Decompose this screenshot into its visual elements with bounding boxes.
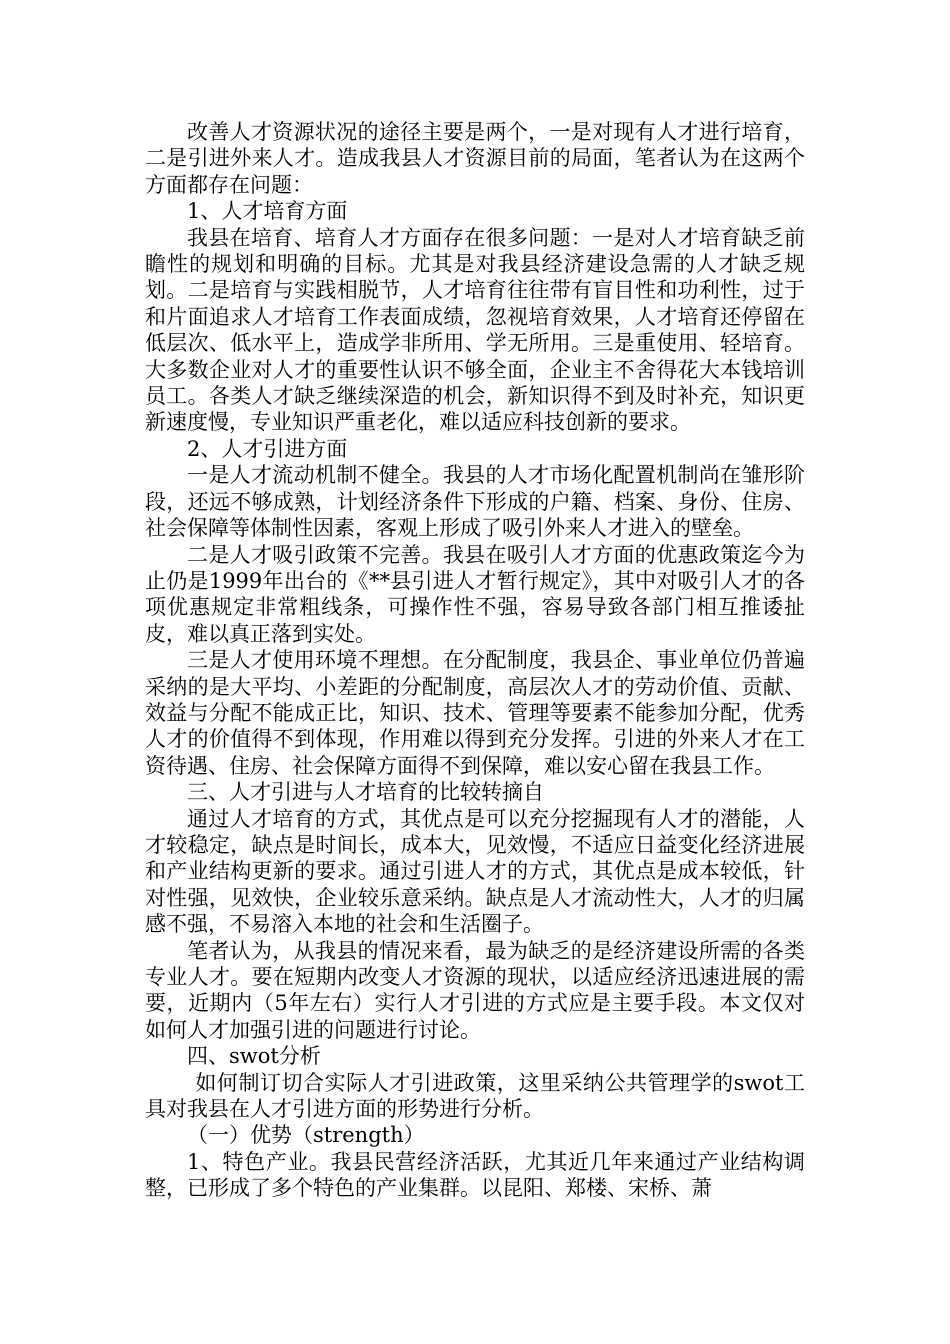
document-body xyxy=(145,119,805,1202)
heading-comparison: 三、人才引进与人才培育的比较转摘自 xyxy=(187,780,544,805)
paragraph-comparison: 通过人才培育的方式，其优点是可以充分挖掘现有人才的潜能，人才较稳定，缺点是时间长，成本大，见效慢，不适应日益变化经济进展和产业结构更新的要求。通过引进人才的方式，其优点是成本较低，针对性强，见效快，企业较乐意采纳。缺点是人才流动性大，人才的归属感不强，不易溶入本地的社会和生活圈子。 xyxy=(145,806,805,937)
paragraph-author-view: 笔者认为，从我县的情况来看，最为缺乏的是经济建设所需的各类专业人才。要在短期内改变人才资源的现状，以适应经济迅速进展的需要，近期内（5年左右）实行人才引进的方式应是主要手段。本文仅对如何人才加强引进的问题进行讨论。 xyxy=(145,938,805,1042)
paragraph-attraction-policy: 二是人才吸引政策不完善。我县在吸引人才方面的优惠政策迄今为止仍是1999年出台的《**县引进人才暂行规定》，其中对吸引人才的各项优惠规定非常粗线条，可操作性不强，容易导致各部门相互推诿扯皮，难以真正落到实处。 xyxy=(145,542,805,646)
paragraph-intro: 改善人才资源状况的途径主要是两个，一是对现有人才进行培育，二是引进外来人才。造成我县人才资源目前的局面，笔者认为在这两个方面都存在问题： xyxy=(145,120,805,197)
paragraph-mobility-mechanism: 一是人才流动机制不健全。我县的人才市场化配置机制尚在雏形阶段，还远不够成熟，计划经济条件下形成的户籍、档案、身份、住房、社会保障等体制性因素，客观上形成了吸引外来人才进入的壁垒。 xyxy=(145,463,805,541)
heading-swot: 四、swot分析 xyxy=(187,1044,321,1069)
paragraph-swot-intro: 如何制订切合实际人才引进政策，这里采纳公共管理学的swot工具对我县在人才引进方面的形势进行分析。 xyxy=(145,1070,805,1122)
heading-talent-introduction: 2、人才引进方面 xyxy=(187,436,348,461)
paragraph-cultivation-problems: 我县在培育、培育人才方面存在很多问题：一是对人才培育缺乏前瞻性的规划和明确的目标。尤其是对我县经济建设急需的人才缺乏规划。二是培育与实践相脱节，人才培育往往带有盲目性和功利性，过于和片面追求人才培育工作表面成绩，忽视培育效果，人才培育还停留在低层次、低水平上，造成学非所用、学无所用。三是重使用、轻培育。大多数企业对人才的重要性认识不够全面，企业主不舍得花大本钱培训员工。各类人才缺乏继续深造的机会，新知识得不到及时补充，知识更新速度慢，专业知识严重老化，难以适应科技创新的要求。 xyxy=(145,225,805,435)
paragraph-featured-industry: 1、特色产业。我县民营经济活跃，尤其近几年来通过产业结构调整，已形成了多个特色的产业集群。以昆阳、郑楼、宋桥、萧 xyxy=(145,1149,805,1201)
heading-strength: （一）优势（strength） xyxy=(187,1123,425,1148)
heading-talent-cultivation: 1、人才培育方面 xyxy=(187,199,348,224)
paragraph-usage-environment: 三是人才使用环境不理想。在分配制度，我县企、事业单位仍普遍采纳的是大平均、小差距的分配制度，高层次人才的劳动价值、贡献、效益与分配不能成正比，知识、技术、管理等要素不能参加分配，优秀人才的价值得不到体现，作用难以得到充分发挥。引进的外来人才在工资待遇、住房、社会保障方面得不到保障，难以安心留在我县工作。 xyxy=(145,648,805,778)
